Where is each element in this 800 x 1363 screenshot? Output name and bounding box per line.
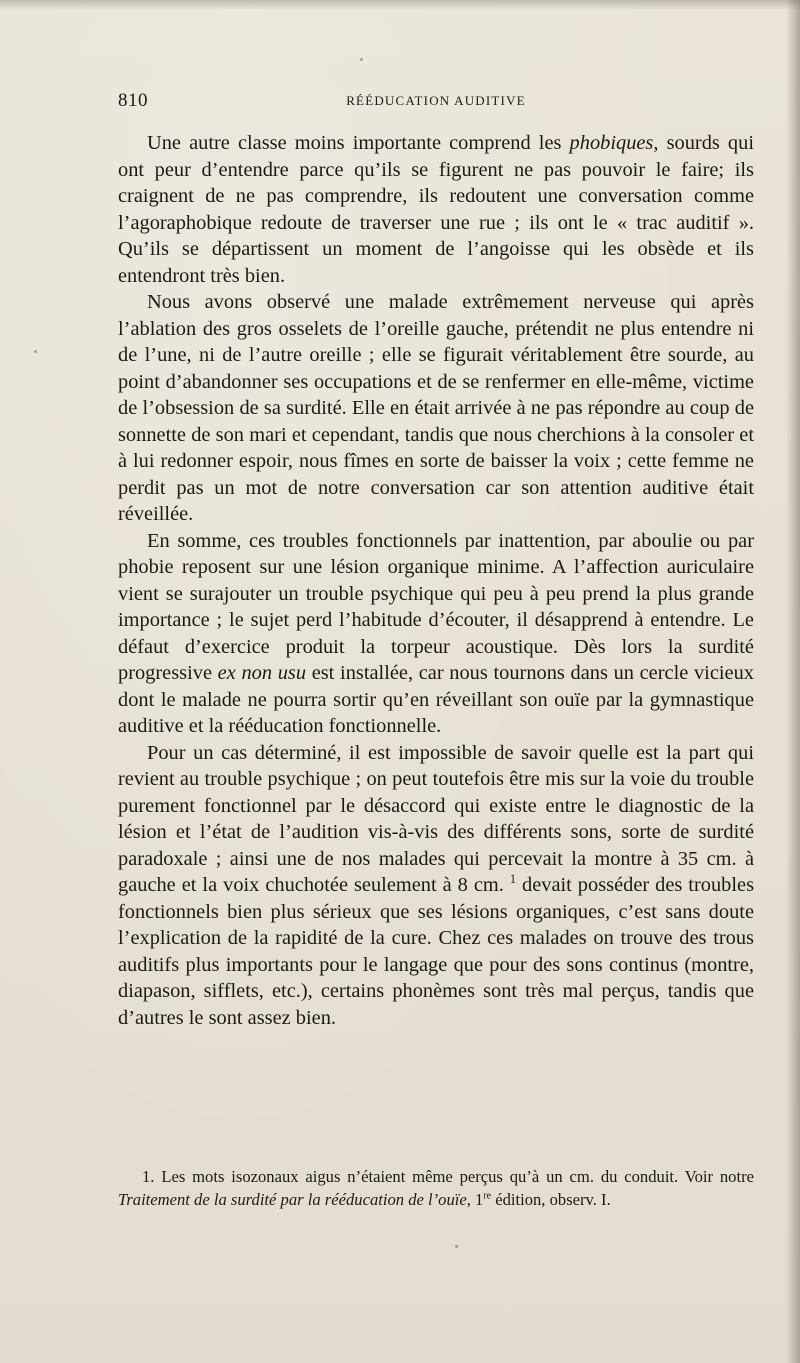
paper-speck (360, 58, 363, 61)
paragraph-text: est installée, car nous tournons dans un cercle vicieux dont le malade ne pourra sortir qu’en réveillant son ouïe par la gymnastique auditive et la rééducation fonctionnelle. (118, 662, 754, 737)
edition-superscript: re (483, 1189, 492, 1201)
paragraph-text: Nous avons observé une malade extrêmement nerveuse qui après l’ablation des gros osselets de l’oreille gauche, prétendit ne plus entendre ni de l’une, ni de l’autre oreille ; elle se figurait véritablement être sourde, au point d’abandonner ses occupations et de se renfermer en elle-même, victime de l’obsession de sa surdité. Elle en était arrivée à ne pas répondre au coup de sonnette de son mari et cependant, tandis que nous cherchions à la consoler et à lui redonner espoir, nous fîmes en sorte de baisser la voix ; cette femme ne perdit pas un mot de notre conversation car son attention auditive était réveillée. (118, 291, 754, 525)
footnote-number: 1. (142, 1167, 155, 1186)
running-title: RÉÉDUCATION AUDITIVE (346, 93, 526, 108)
paper-speck (455, 1245, 458, 1248)
footnote-reference[interactable]: 1 (509, 872, 517, 887)
footnote (118, 1166, 754, 1211)
edition-number: 1 (475, 1189, 484, 1209)
paper-speck (34, 350, 37, 353)
paragraph-cas-determine (118, 740, 754, 1032)
paragraph-text: Pour un cas déterminé, il est impossible de savoir quelle est la part qui revient au trouble psychique ; on peut toutefois être mis sur la voie du trouble purement fonctionnel par le désaccord qui existe entre le diagnostic de la lésion et l’état de l’audition vis-à-vis des différents sons, sorte de surdité paradoxale ; ainsi une de nos malades qui percevait la montre à 35 cm. à gauche et la voix chuchotée seulement à 8 cm. (118, 741, 754, 896)
paragraph-observation (118, 289, 754, 528)
footnote-body: Les mots isozonaux aigus n’étaient même perçus qu’à un cm. du conduit. Voir notre (161, 1167, 754, 1186)
paragraph-text: En somme, ces troubles fonctionnels par inattention, par aboulie ou par phobie reposent sur une lésion organique minime. A l’affection auriculaire vient se surajouter un trouble psychique qui peu à peu prend la plus grande importance ; le sujet perd l’habitude d’écouter, il désapprend à entendre. Le défaut d’exercice produit la torpeur acoustique. Dès lors la surdité progressive (118, 529, 754, 684)
paragraph-en-somme (118, 528, 754, 740)
page-number: 810 (118, 90, 148, 111)
paragraph-text: Une autre classe moins importante comprend les (147, 132, 570, 154)
footnote-book-title: Traitement de la surdité par la rééducation de l’ouïe (118, 1189, 467, 1209)
footnote-text: 1. Les mots isozonaux aigus n’étaient même perçus qu’à un cm. du conduit. Voir notre Traitement de la surdité par la rééducation de l’ouïe, 1re édition, observ. I. (118, 1167, 754, 1209)
paragraph-phobiques (118, 130, 754, 289)
page-header (118, 90, 754, 120)
edition-text: édition, observ. I. (495, 1189, 611, 1209)
page-top-shadow (0, 0, 800, 10)
page-right-shadow (786, 0, 800, 1363)
emphasis-ex-non-usu: ex non usu (217, 662, 307, 684)
paragraph-text: devait posséder des troubles fonctionnels bien plus sérieux que ses lésions organiques, c’est sans doute l’explication de la rapidité de la cure. Chez ces malades on trouve des trous auditifs plus importants pour le langage que pour des sons continus (montre, diapason, sifflets, etc.), certains phonèmes sont très mal perçus, tandis que d’autres le sont assez bien. (118, 874, 755, 1029)
body-text (118, 130, 754, 1031)
paragraph-text: , sourds qui ont peur d’entendre parce qu’ils se figurent ne pas pouvoir le faire; ils craignent de ne pas comprendre, ils redoutent une conversation comme l’agoraphobique redoute de traverser une rue ; ils ont le « trac auditif ». Qu’ils se départissent un moment de l’angoisse qui les obsède et ils entendront très bien. (118, 132, 754, 287)
paper-speck (430, 802, 433, 805)
emphasis-phobiques: phobiques (569, 132, 654, 154)
